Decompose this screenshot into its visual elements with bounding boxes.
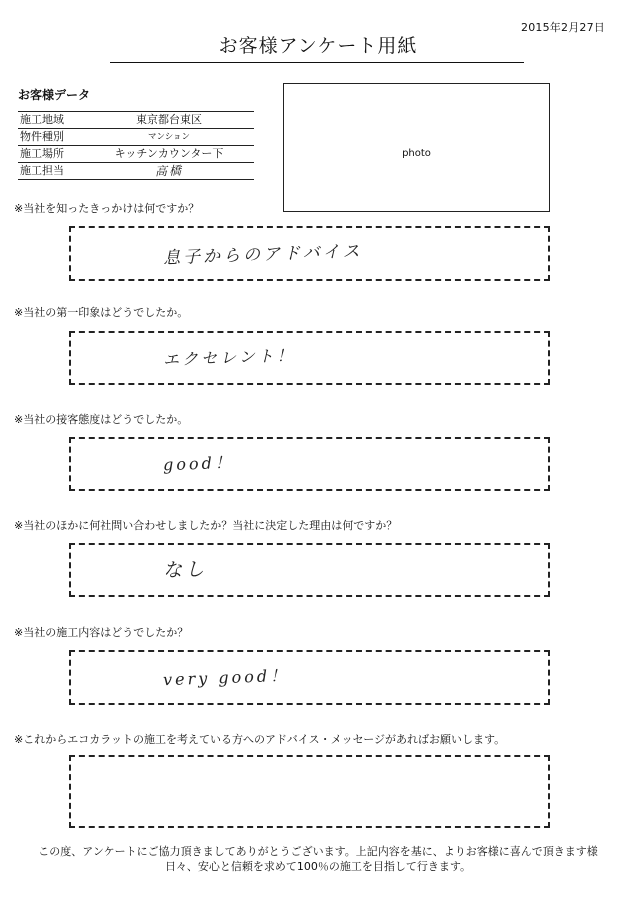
answer-other-companies: なし	[162, 558, 208, 582]
info-row-area	[18, 112, 254, 129]
answer-box-construction-quality	[69, 650, 550, 705]
answer-box-first-impression	[69, 331, 550, 385]
survey-date: 2015年2月27日	[521, 21, 605, 34]
question-first-impression: ※当社の第一印象はどうでしたか。	[14, 306, 189, 319]
customer-data-table	[18, 111, 254, 180]
info-value-property-type: マンション	[147, 132, 191, 142]
info-label-staff: 施工担当	[20, 164, 64, 177]
answer-customer-service: good！	[162, 452, 235, 475]
question-how-found: ※当社を知ったきっかけは何ですか？	[14, 202, 200, 215]
answer-box-how-found	[69, 226, 550, 281]
answer-box-advice-message	[69, 755, 550, 828]
info-label-area: 施工地域	[20, 113, 64, 126]
question-other-companies: ※当社のほかに何社問い合わせしましたか？当社に決定した理由は何ですか？	[14, 519, 398, 532]
info-label-property-type: 物件種別	[20, 130, 64, 143]
answer-construction-quality: very good！	[162, 665, 290, 690]
question-construction-quality: ※当社の施工内容はどうでしたか？	[14, 626, 189, 639]
info-value-staff: 高橋	[154, 163, 184, 179]
question-advice-message: ※これからエコカラットの施工を考えている方へのアドバイス・メッセージがあればお願いします。	[14, 733, 506, 746]
info-label-location: 施工場所	[20, 147, 64, 160]
answer-box-customer-service	[69, 437, 550, 491]
info-value-location: キッチンカウンター下	[114, 147, 224, 160]
footer-message-line2: 日々、安心と信頼を求めて100％の施工を目指して行きます。	[164, 860, 472, 873]
answer-how-found: 息子からのアドバイス	[162, 241, 363, 269]
info-row-property-type	[18, 129, 254, 146]
question-customer-service: ※当社の接客態度はどうでしたか。	[14, 413, 189, 426]
title-underline	[110, 62, 524, 63]
info-value-area: 東京都台東区	[136, 113, 202, 126]
answer-box-other-companies	[69, 543, 550, 597]
page-title: お客様アンケート用紙	[218, 35, 418, 57]
photo-label: photo	[402, 148, 431, 159]
footer-message-line1: この度、アンケートにご協力頂きましてありがとうございます。上記内容を基に、よりお客様に喜んで頂きます様	[38, 845, 598, 858]
customer-data-heading: お客様データ	[18, 88, 91, 102]
answer-first-impression: エクセレント！	[162, 345, 296, 370]
info-row-staff	[18, 163, 254, 180]
